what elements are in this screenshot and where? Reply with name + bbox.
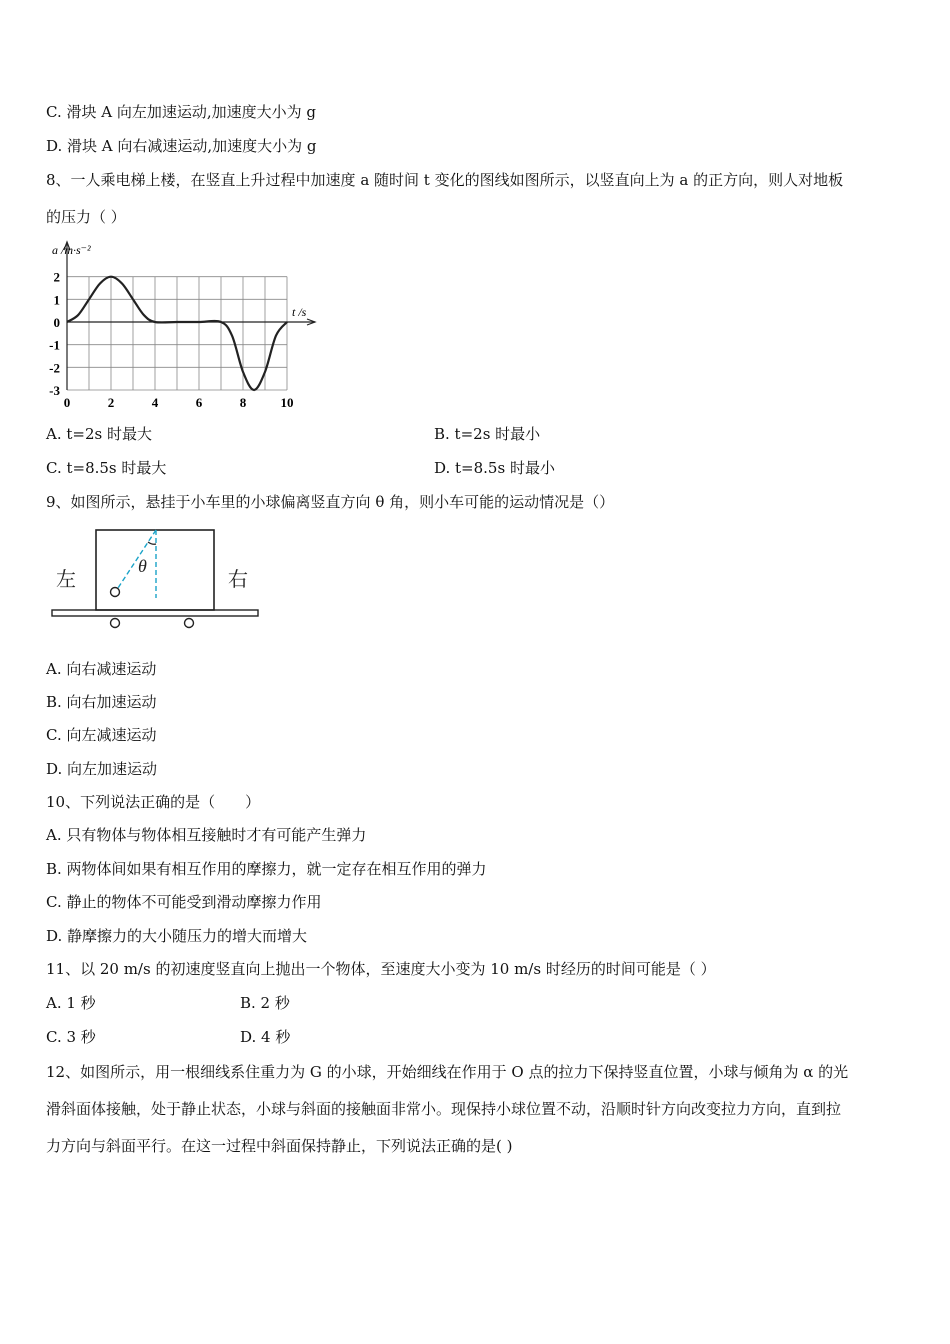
q12-stem-line2: 滑斜面体接触，处于静止状态，小球与斜面的接触面非常小。现保持小球位置不动，沿顺时针方向改变拉力方向，直到拉 xyxy=(46,1100,842,1118)
q9-option-b: B. 向右加速运动 xyxy=(46,693,157,711)
right-label: 右 xyxy=(228,569,248,591)
option-d-prev: D. 滑块 A 向右减速运动,加速度大小为 g xyxy=(46,137,317,155)
q11-option-c: C. 3 秒 xyxy=(46,1028,96,1046)
x-tick-label: 6 xyxy=(195,395,203,410)
q9-stem: 9、如图所示，悬挂于小车里的小球偏离竖直方向 θ 角，则小车可能的运动情况是（） xyxy=(46,493,615,511)
cart-body xyxy=(96,530,214,610)
theta-label: θ xyxy=(138,556,147,576)
theta-arc xyxy=(148,542,156,544)
q9-option-a: A. 向右减速运动 xyxy=(46,660,157,678)
y-tick-label: -1 xyxy=(49,337,60,353)
option-c-prev: C. 滑块 A 向左加速运动,加速度大小为 g xyxy=(46,103,316,121)
q9-option-d: D. 向左加速运动 xyxy=(46,760,158,778)
q11-option-b: B. 2 秒 xyxy=(240,994,290,1012)
pendulum-string xyxy=(118,530,156,588)
left-label: 左 xyxy=(56,569,76,591)
q9-cart-diagram xyxy=(40,524,270,634)
x-tick-label: 2 xyxy=(107,395,115,410)
q8-stem-line1: 8、一人乘电梯上楼，在竖直上升过程中加速度 a 随时间 t 变化的图线如图所示，以竖直向上为 a 的正方向，则人对地板 xyxy=(46,171,844,189)
q8-option-b: B. t=2s 时最小 xyxy=(434,425,541,443)
q10-option-d: D. 静摩擦力的大小随压力的增大而增大 xyxy=(46,927,308,945)
cart-base xyxy=(52,610,258,616)
cart-wheel-left xyxy=(111,619,120,628)
q10-option-b: B. 两物体间如果有相互作用的摩擦力，就一定存在相互作用的弹力 xyxy=(46,860,487,878)
q11-option-d: D. 4 秒 xyxy=(240,1028,291,1046)
q8-option-c: C. t=8.5s 时最大 xyxy=(46,459,167,477)
chart-xlabel: t /s xyxy=(292,305,307,319)
x-tick-label: 4 xyxy=(151,395,159,410)
x-tick-label: 0 xyxy=(63,395,71,410)
q10-stem: 10、下列说法正确的是（ ） xyxy=(46,793,261,811)
chart-axes xyxy=(64,242,315,390)
y-tick-label: 1 xyxy=(53,292,60,308)
q9-option-c: C. 向左减速运动 xyxy=(46,726,157,744)
q11-stem: 11、以 20 m/s 的初速度竖直向上抛出一个物体，至速度大小变为 10 m/s 时经历的时间可能是（ ） xyxy=(46,960,716,978)
q12-stem-line1: 12、如图所示，用一根细线系住重力为 G 的小球，开始细线在作用于 O 点的拉力下保持竖直位置，小球与倾角为 α 的光 xyxy=(46,1063,849,1081)
q10-option-a: A. 只有物体与物体相互接触时才有可能产生弹力 xyxy=(46,826,367,844)
cart-wheel-right xyxy=(185,619,194,628)
q8-option-a: A. t=2s 时最大 xyxy=(46,425,152,443)
pendulum-ball xyxy=(111,588,120,597)
q8-acceleration-chart xyxy=(30,236,330,414)
q12-stem-line3: 力方向与斜面平行。在这一过程中斜面保持静止，下列说法正确的是( ) xyxy=(46,1137,513,1155)
chart-ylabel: a /m·s⁻² xyxy=(52,243,91,257)
y-tick-label: 2 xyxy=(53,269,60,285)
x-tick-label: 10 xyxy=(280,395,294,410)
q8-stem-line2: 的压力（ ） xyxy=(46,208,126,226)
x-tick-label: 8 xyxy=(239,395,247,410)
q10-option-c: C. 静止的物体不可能受到滑动摩擦力作用 xyxy=(46,893,322,911)
y-tick-label: 0 xyxy=(53,315,60,330)
q11-option-a: A. 1 秒 xyxy=(46,994,96,1012)
y-tick-label: -3 xyxy=(49,383,60,398)
chart-grid xyxy=(67,277,287,390)
y-tick-label: -2 xyxy=(49,360,60,376)
q8-option-d: D. t=8.5s 时最小 xyxy=(434,459,555,477)
